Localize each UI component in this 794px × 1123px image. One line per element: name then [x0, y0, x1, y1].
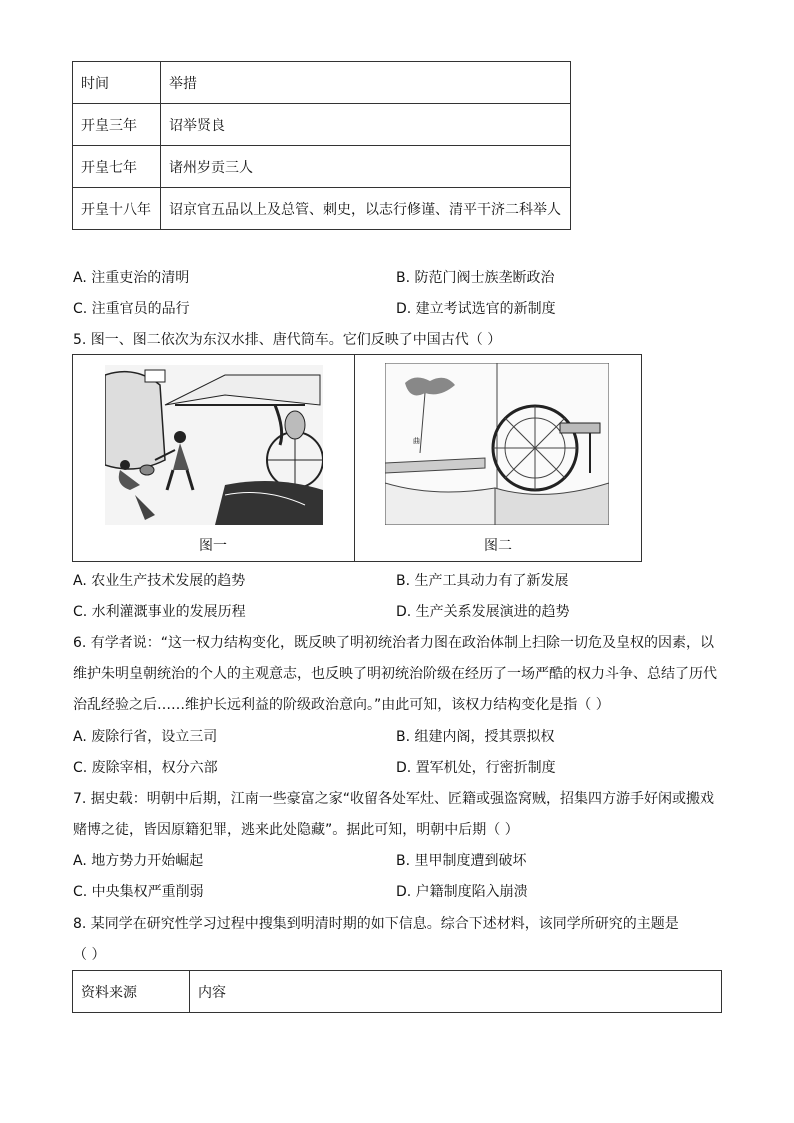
table-row [73, 146, 571, 188]
table-cell: 诏京官五品以上及总管、刺史，以志行修谨、清平干济二科举人 [161, 188, 571, 230]
table-header-cell: 举措 [161, 62, 571, 104]
q7-option-b[interactable]: B. 里甲制度遭到破坏 [396, 853, 527, 869]
q4-option-d[interactable]: D. 建立考试选官的新制度 [396, 301, 556, 317]
tube-waterwheel-illustration [385, 363, 609, 525]
table-row [73, 104, 571, 146]
q6-option-a[interactable]: A. 废除行省，设立三司 [73, 729, 218, 745]
q6-option-d[interactable]: D. 置军机处，行密折制度 [396, 760, 556, 776]
q5-option-c[interactable]: C. 水利灌溉事业的发展历程 [73, 604, 246, 620]
figure-divider [354, 355, 355, 561]
q5-option-d[interactable]: D. 生产关系发展演进的趋势 [396, 604, 570, 620]
table-cell: 开皇三年 [73, 104, 161, 146]
figure2-caption: 图二 [484, 538, 512, 554]
q4-option-b[interactable]: B. 防范门阀士族垄断政治 [396, 270, 555, 286]
q6-option-c[interactable]: C. 废除宰相，权分六部 [73, 760, 218, 776]
figure1-caption: 图一 [199, 538, 227, 554]
q6-option-b[interactable]: B. 组建内阁，授其票拟权 [396, 729, 555, 745]
table-header-cell: 资料来源 [73, 971, 190, 1013]
q7-line-1: 7. 据史载：明朝中后期，江南一些豪富之家“收留各处军灶、匠籍或强盗窝贼，招集四方游手好闲或搬戏 [73, 791, 715, 807]
q7-option-c[interactable]: C. 中央集权严重削弱 [73, 884, 204, 900]
table-cell: 诸州岁贡三人 [161, 146, 571, 188]
table-cell: 开皇七年 [73, 146, 161, 188]
q5-stem: 5. 图一、图二依次为东汉水排、唐代筒车。它们反映了中国古代（ ） [73, 332, 502, 348]
table-row [73, 62, 571, 104]
table-header-cell: 时间 [73, 62, 161, 104]
svg-text:曲: 曲 [413, 437, 420, 445]
q7-option-d[interactable]: D. 户籍制度陷入崩溃 [396, 884, 528, 900]
figure-box [72, 354, 642, 562]
sources-table [72, 970, 722, 1013]
q4-option-c[interactable]: C. 注重官员的品行 [73, 301, 190, 317]
water-bellows-illustration [105, 365, 323, 525]
q6-line-1: 6. 有学者说：“这一权力结构变化，既反映了明初统治者力图在政治体制上扫除一切危及皇权的因素，以 [73, 635, 715, 651]
table-row [73, 188, 571, 230]
q6-line-3: 治乱经验之后……维护长远利益的阶级政治意向。”由此可知，该权力结构变化是指（ ） [73, 697, 610, 713]
q5-option-a[interactable]: A. 农业生产技术发展的趋势 [73, 573, 246, 589]
table-cell: 开皇十八年 [73, 188, 161, 230]
q5-option-b[interactable]: B. 生产工具动力有了新发展 [396, 573, 569, 589]
q8-line-1: 8. 某同学在研究性学习过程中搜集到明清时期的如下信息。综合下述材料，该同学所研究的主题是 [73, 916, 679, 932]
table-row [73, 971, 722, 1013]
q7-option-a[interactable]: A. 地方势力开始崛起 [73, 853, 204, 869]
q8-line-2: （ ） [73, 947, 106, 963]
q6-line-2: 维护朱明皇朝统治的个人的主观意志，也反映了明初统治阶级在经历了一场严酷的权力斗争、总结了历代 [73, 666, 717, 682]
q7-line-2: 赌博之徒，皆因原籍犯罪，逃来此处隐藏”。据此可知，明朝中后期（ ） [73, 822, 519, 838]
table-cell: 诏举贤良 [161, 104, 571, 146]
table-header-cell: 内容 [190, 971, 722, 1013]
measures-table [72, 61, 571, 230]
q4-option-a[interactable]: A. 注重吏治的清明 [73, 270, 190, 286]
